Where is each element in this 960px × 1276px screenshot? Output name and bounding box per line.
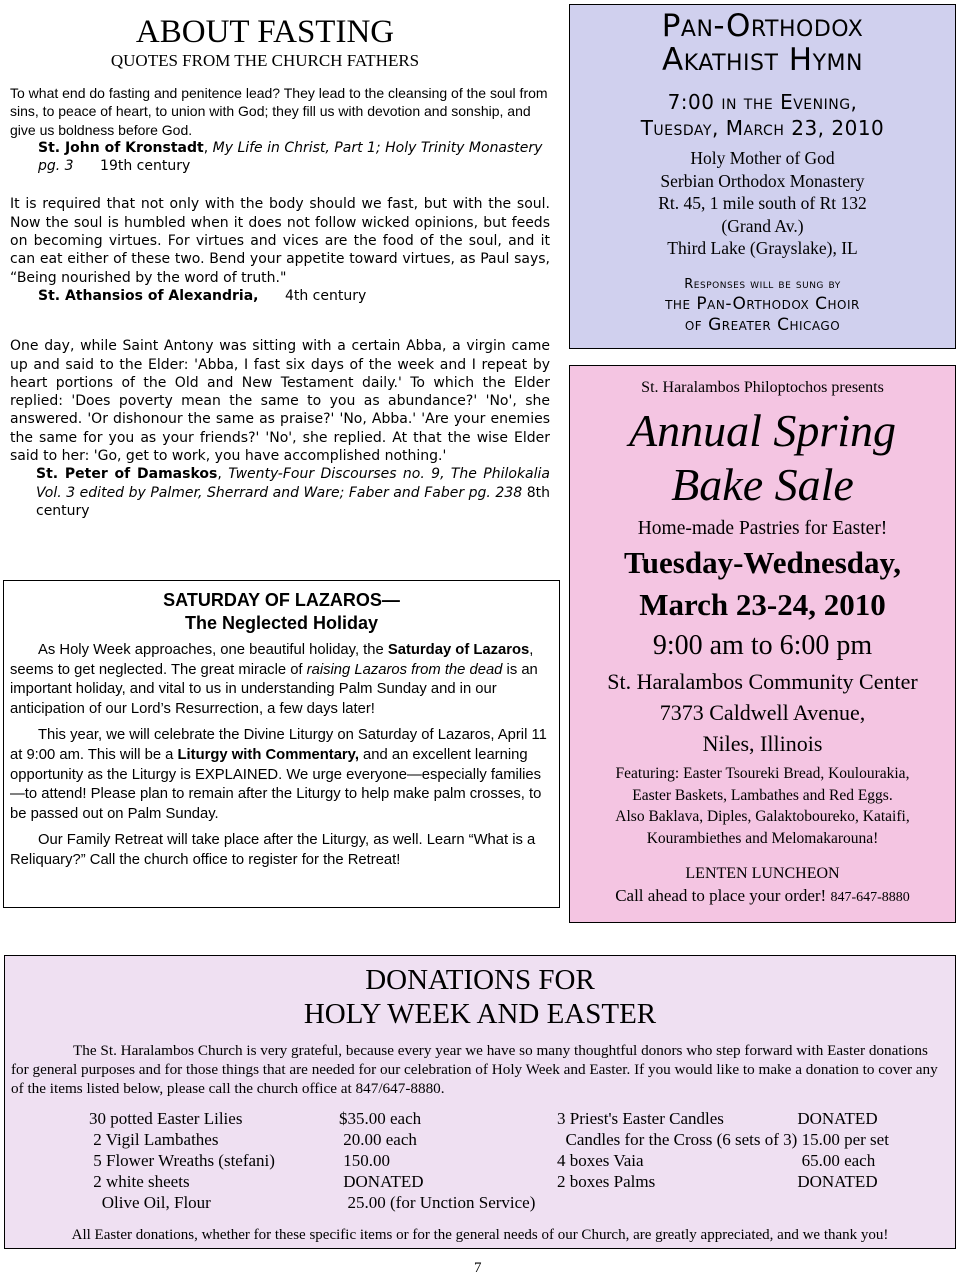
bake-sale-street: 7373 Caldwell Avenue,	[659, 700, 866, 725]
donations-box	[4, 955, 956, 1249]
donation-cell: Olive Oil, Flour	[89, 1193, 211, 1212]
akathist-choir-1: the Pan-Orthodox Choir	[665, 293, 860, 314]
quote-3-citation: St. Peter of Damaskos, Twenty-Four Discourses no. 9, The Philokalia Vol. 3 edited by Palmer, Sherrard and Ware; Faber and Faber pg. 238 8th century	[36, 466, 550, 519]
lazaros-subheading: The Neglected Holiday	[184, 613, 379, 633]
akathist-title-line-2: Akathist Hymn	[661, 42, 863, 78]
donation-cell: 5 Flower Wreaths (stefani)	[89, 1151, 275, 1170]
akathist-address-3: Third Lake (Grayslake), IL	[667, 238, 858, 258]
donation-row	[5, 1108, 947, 1129]
donations-title-2: HOLY WEEK AND EASTER	[303, 998, 657, 1030]
quote-2-text: It is required that not only with the body should we fast, but with the soul. Now the soul is humbled when it does not follow wicked opinions, but feeds on becoming virtues. For virtues and vices are the food of the soul, and it can eat either of these two. Bend your appetite toward virtues, as Paul says, “Being nourished by the word of truth."	[10, 196, 550, 286]
bake-sale-hours: 9:00 am to 6:00 pm	[652, 630, 873, 661]
lazaros-heading: SATURDAY OF LAZAROS—	[163, 590, 400, 610]
lazaros-paragraph-2: This year, we will celebrate the Divine Liturgy on Saturday of Lazaros, April 11 at 9:00 am. This will be a Liturgy with Commentary, and an excellent learning opportunity as the Liturgy is EXPLAINED. We urge everyone—especially families—to attend! Please plan to remain after the Liturgy to help make palm crosses, to be passed out on Palm Sunday.	[10, 727, 547, 822]
donation-cell: DONATED	[339, 1172, 424, 1191]
bake-sale-tagline: Home-made Pastries for Easter!	[637, 518, 888, 539]
donation-cell: DONATED	[797, 1109, 878, 1128]
bake-sale-title-2: Bake Sale	[671, 459, 854, 510]
donation-row	[5, 1192, 947, 1213]
donation-row	[5, 1150, 947, 1171]
akathist-choir-2: of Greater Chicago	[684, 314, 841, 335]
donation-row	[5, 1129, 947, 1150]
donation-cell: 2 white sheets	[89, 1172, 190, 1191]
donation-cell: 30 potted Easter Lilies	[89, 1109, 243, 1128]
akathist-title-line-1: Pan-Orthodox	[661, 8, 864, 44]
donations-intro: The St. Haralambos Church is very grateful, because every year we have so many thoughtful donors who step forward with Easter donations for general purposes and for those things that are needed for our celebration of Holy Week and Easter. If you would like to make a donation to cover any of the items listed below, please call the church office at 847/647-8880.	[11, 1042, 938, 1097]
quote-1-author: St. John of Kronstadt	[38, 139, 204, 156]
fasting-subtitle: QUOTES FROM THE CHURCH FATHERS	[110, 51, 420, 70]
lazaros-paragraph-1: As Holy Week approaches, one beautiful holiday, the Saturday of Lazaros, seems to get neglected. The great miracle of raising Lazaros from the dead is an important holiday, and vital to us in understanding Palm Sunday and in our anticipation of our Lord’s Resurrection, a few days later!	[10, 642, 538, 717]
donation-cell: 3 Priest's Easter Candles	[557, 1109, 724, 1128]
bake-sale-days: Tuesday-Wednesday,	[623, 545, 902, 580]
fasting-title: ABOUT FASTING	[135, 14, 395, 50]
quote-1-century: 19th century	[100, 158, 191, 175]
akathist-address-1: Rt. 45, 1 mile south of Rt 132	[658, 193, 867, 213]
donation-cell: Candles for the Cross (6 sets of 3)	[557, 1130, 798, 1149]
donation-cell: 25.00 (for Unction Service)	[339, 1193, 536, 1212]
quote-3-author: St. Peter of Damaskos	[36, 466, 218, 483]
quote-3-century: 8th century	[36, 484, 550, 519]
donation-cell: 15.00 per set	[797, 1130, 889, 1149]
bake-sale-featuring: Featuring: Easter Tsoureki Bread, Koulourakia, Easter Baskets, Lambathes and Red Eggs. Also Baklava, Diples, Galaktoboureko, Kataifi, Kourambiethes and Melomakarouna!	[615, 765, 910, 847]
bake-sale-call: Call ahead to place your order! 847-647-8880	[615, 886, 910, 905]
akathist-place-2: Serbian Orthodox Monastery	[660, 170, 865, 191]
page-number: 7	[474, 1260, 482, 1276]
quote-2-author: St. Athansios of Alexandria,	[38, 287, 259, 304]
donations-table	[5, 1108, 947, 1213]
donations-thanks: All Easter donations, whether for these specific items or for the general needs of our Church, are greatly appreciated, and we thank you!	[71, 1227, 889, 1243]
quote-2-citation	[10, 287, 550, 305]
quote-3-text: One day, while Saint Antony was sitting with a certain Abba, a virgin came up and said to the Elder: 'Abba, I fast six days of the week and I repeat by heart portions of the Old and New Testament daily.' To which the Elder replied: 'Does poverty mean the same to you as abundance?' 'No', she answered. 'Or dishonour the same as praise?' 'No, Abba.' 'Are your enemies the same for you as your friends?' 'No', she replied. At that the wise Elder said to her: 'Go, get to work, you have accomplished nothing.'	[10, 338, 550, 465]
donation-cell: $35.00 each	[339, 1109, 422, 1128]
donation-cell	[557, 1192, 797, 1213]
lazaros-box	[3, 580, 560, 908]
donation-cell: 65.00 each	[797, 1151, 876, 1170]
quote-1-citation: St. John of Kronstadt, My Life in Christ, Part 1; Holy Trinity Monastery pg. 3 19th century	[38, 139, 543, 175]
akathist-time: 7:00 in the Evening,	[667, 90, 858, 114]
donation-cell: 2 Vigil Lambathes	[89, 1130, 219, 1149]
donation-row	[5, 1171, 947, 1192]
donation-cell: 4 boxes Vaia	[557, 1151, 644, 1170]
about-fasting-section	[10, 14, 550, 520]
lenten-luncheon: LENTEN LUNCHEON	[685, 865, 840, 882]
akathist-responses: Responses will be sung by	[684, 276, 841, 292]
bake-sale-city: Niles, Illinois	[702, 731, 823, 756]
donation-cell: 150.00	[339, 1151, 390, 1170]
akathist-place-1: Holy Mother of God	[690, 148, 835, 168]
bake-sale-dates: March 23-24, 2010	[639, 587, 886, 622]
quote-1-source: My Life in Christ, Part 1; Holy Trinity Monastery pg. 3	[38, 139, 543, 175]
bake-sale-phone: 847-647-8880	[830, 890, 910, 905]
bake-sale-box	[569, 365, 956, 923]
quote-1-text: To what end do fasting and penitence lead? They lead to the cleansing of the soul from sins, to peace of heart, to union with God; they fill us with devotion and sonship, and give us boldness before God.	[10, 85, 548, 138]
donation-cell: 2 boxes Palms	[557, 1172, 656, 1191]
bake-sale-venue: St. Haralambos Community Center	[607, 669, 918, 694]
donation-cell: 20.00 each	[339, 1130, 417, 1149]
quote-2-century: 4th century	[284, 287, 367, 304]
quote-3-source: Twenty-Four Discourses no. 9, The Philokalia Vol. 3 edited by Palmer, Sherrard and Ware; Faber and Faber pg. 238	[36, 466, 550, 501]
bake-sale-title-1: Annual Spring	[628, 405, 897, 456]
donations-title-1: DONATIONS FOR	[365, 964, 595, 996]
lazaros-paragraph-3: Our Family Retreat will take place after the Liturgy, as well. Learn “What is a Reliquary?” Call the church office to register for the Retreat!	[10, 832, 536, 868]
akathist-hymn-box	[569, 4, 956, 349]
akathist-date: Tuesday, March 23, 2010	[640, 116, 885, 140]
bake-sale-presenter: St. Haralambos Philoptochos presents	[641, 379, 884, 396]
akathist-address-2: (Grand Av.)	[721, 215, 804, 236]
donation-cell	[797, 1192, 947, 1213]
donation-cell: DONATED	[797, 1172, 878, 1191]
